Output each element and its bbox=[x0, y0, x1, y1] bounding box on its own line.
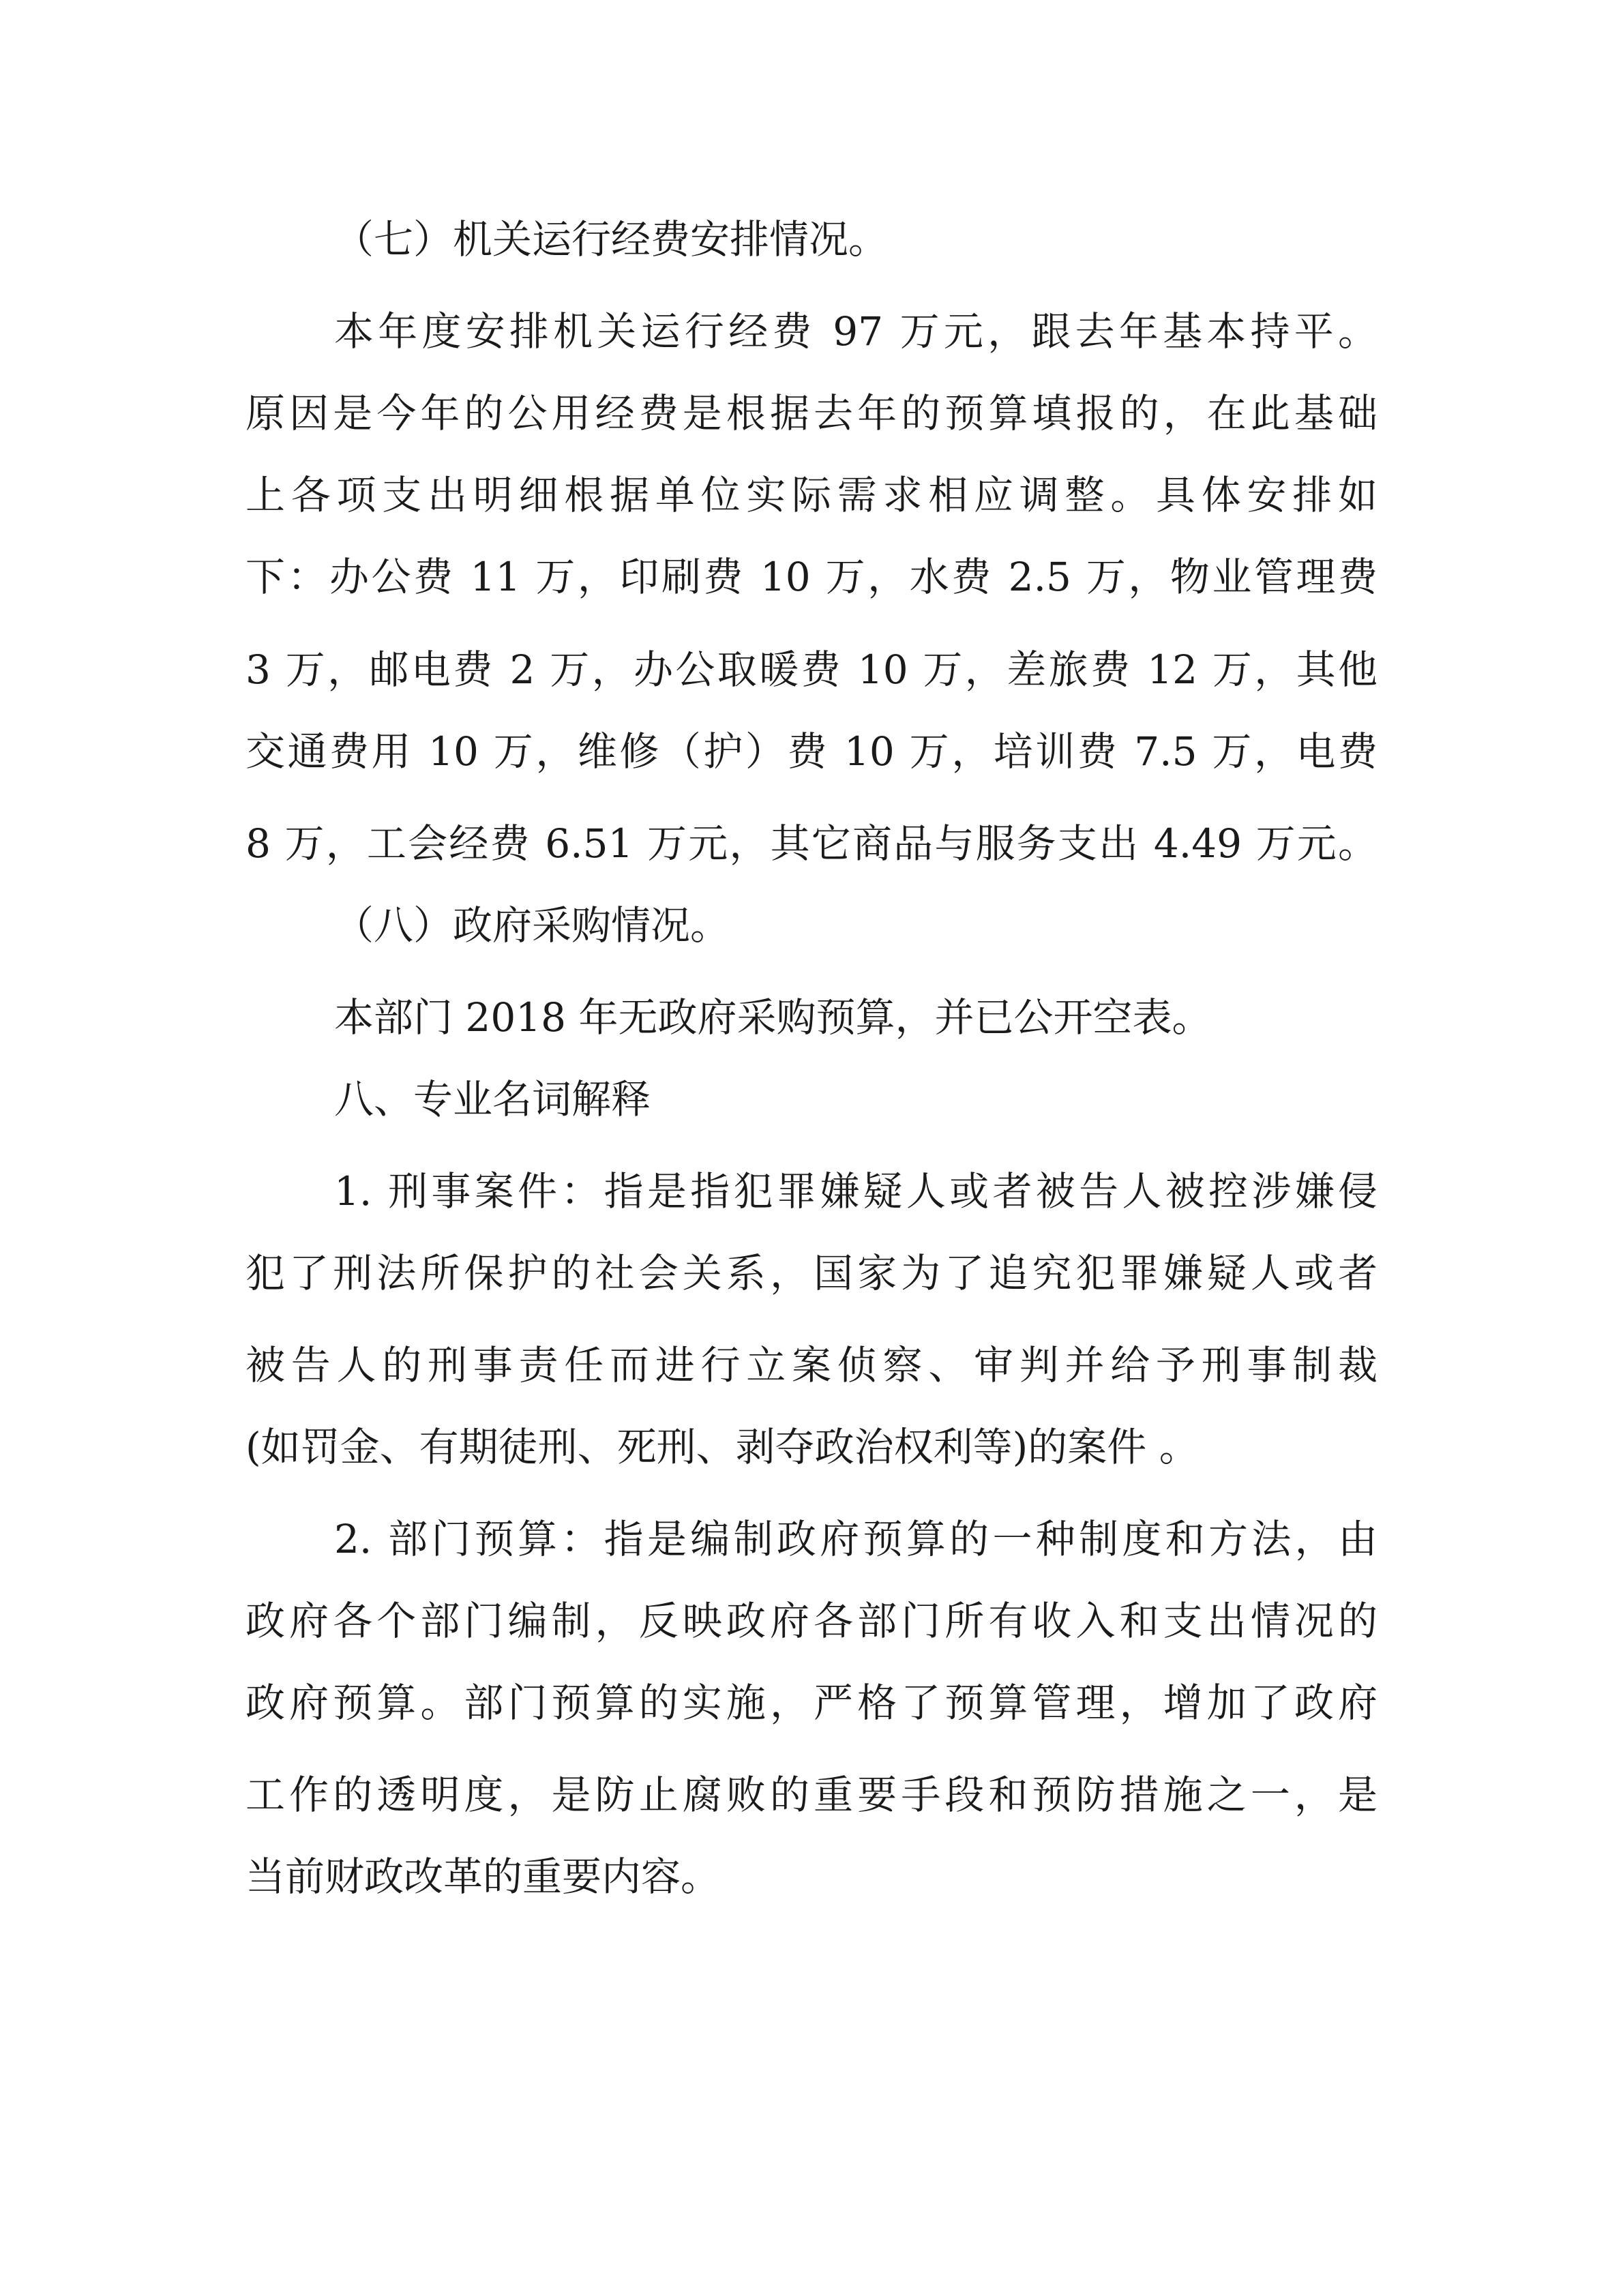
paragraph-line: 下：办公费 11 万，印刷费 10 万，水费 2.5 万，物业管理费 bbox=[245, 554, 1378, 600]
heading-glossary: 八、专业名词解释 bbox=[334, 1076, 651, 1122]
paragraph-line: 3 万，邮电费 2 万，办公取暖费 10 万，差旅费 12 万，其他 bbox=[245, 646, 1378, 693]
glossary-item-line: 政府各个部门编制，反映政府各部门所有收入和支出情况的 bbox=[245, 1598, 1378, 1644]
paragraph-line: 8 万，工会经费 6.51 万元，其它商品与服务支出 4.49 万元。 bbox=[245, 820, 1378, 867]
glossary-item-line: 政府预算。部门预算的实施，严格了预算管理，增加了政府 bbox=[245, 1680, 1378, 1726]
glossary-item-line: 2. 部门预算：指是编制政府预算的一种制度和方法，由 bbox=[334, 1516, 1378, 1562]
paragraph-line: 本年度安排机关运行经费 97 万元，跟去年基本持平。 bbox=[334, 308, 1378, 355]
glossary-item-line: 犯了刑法所保护的社会关系，国家为了追究犯罪嫌疑人或者 bbox=[245, 1250, 1378, 1296]
glossary-item-line: (如罚金、有期徒刑、死刑、剥夺政治权利等)的案件 。 bbox=[245, 1424, 1199, 1470]
paragraph-line: 上各项支出明细根据单位实际需求相应调整。具体安排如 bbox=[245, 472, 1378, 518]
paragraph-line: 原因是今年的公用经费是根据去年的预算填报的，在此基础 bbox=[245, 390, 1378, 436]
heading-section-7: （七）机关运行经费安排情况。 bbox=[334, 216, 889, 263]
glossary-item-line: 1. 刑事案件：指是指犯罪嫌疑人或者被告人被控涉嫌侵 bbox=[334, 1168, 1378, 1214]
paragraph-line: 本部门 2018 年无政府采购预算，并已公开空表。 bbox=[334, 994, 1212, 1041]
glossary-item-line: 被告人的刑事责任而进行立案侦察、审判并给予刑事制裁 bbox=[245, 1342, 1378, 1388]
glossary-item-line: 当前财政改革的重要内容。 bbox=[245, 1853, 721, 1900]
glossary-item-line: 工作的透明度，是防止腐败的重要手段和预防措施之一，是 bbox=[245, 1772, 1378, 1818]
heading-section-8: （八）政府采购情况。 bbox=[334, 902, 730, 949]
paragraph-line: 交通费用 10 万，维修（护）费 10 万，培训费 7.5 万，电费 bbox=[245, 728, 1378, 775]
